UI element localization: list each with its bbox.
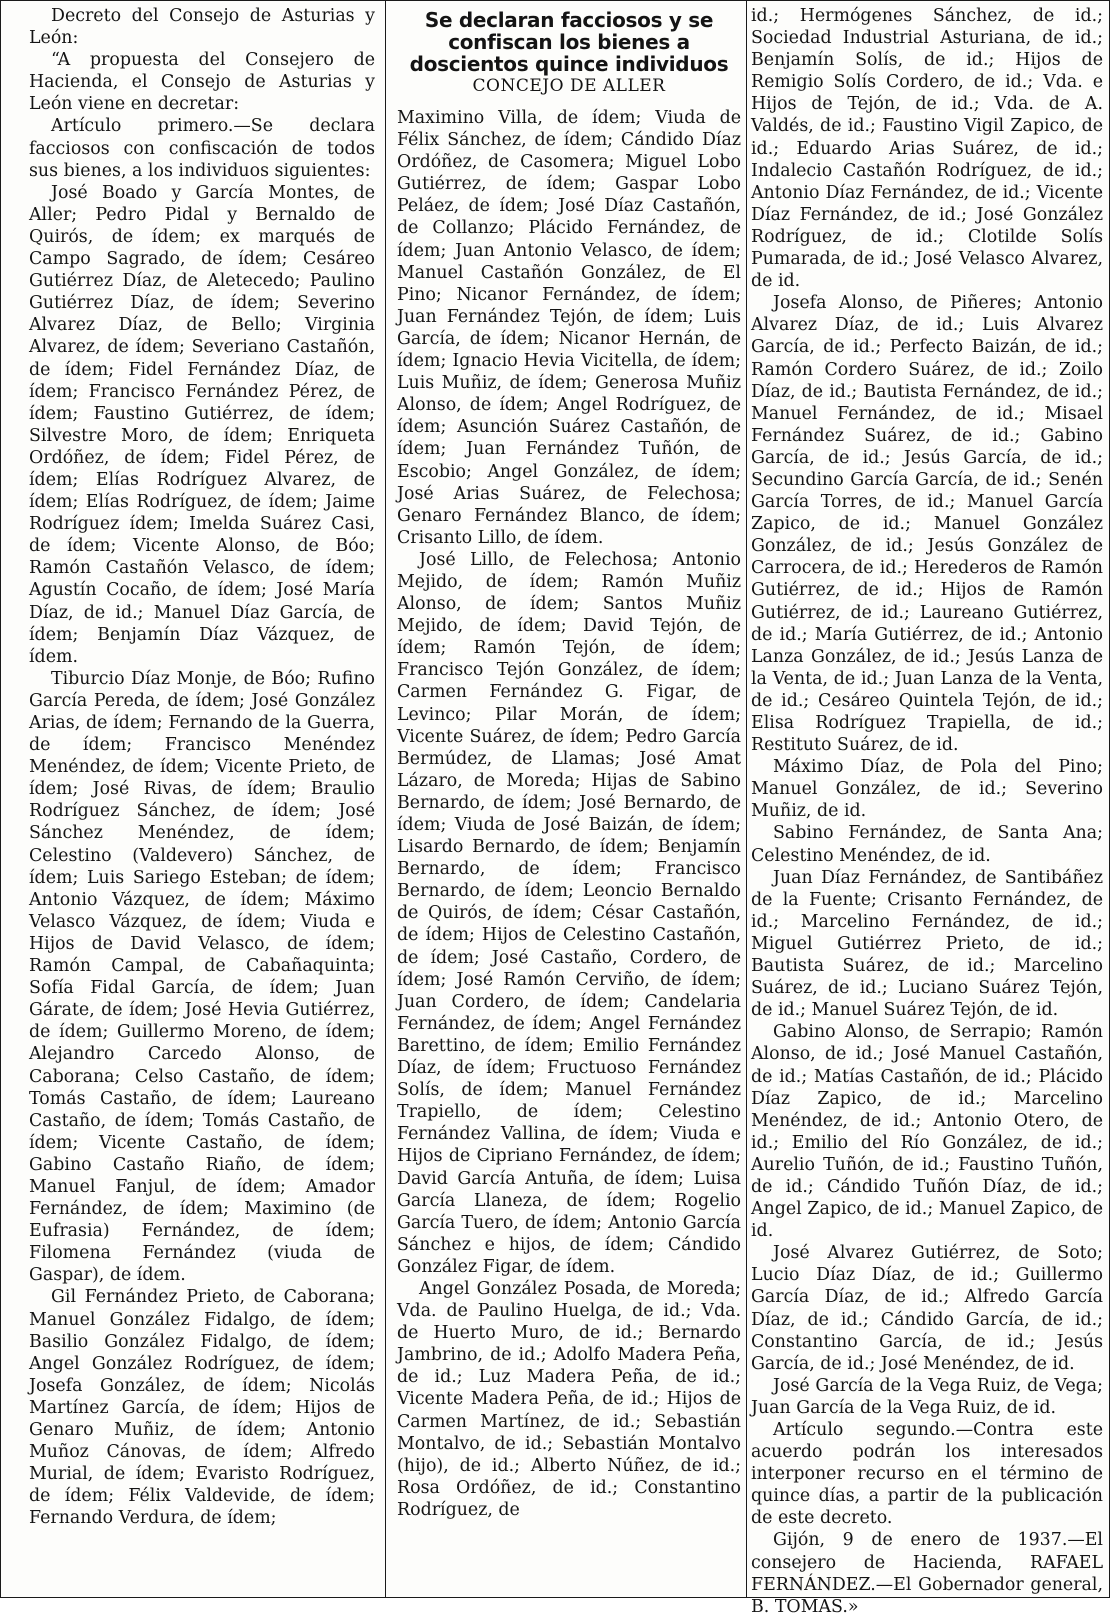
text-column-1	[29, 5, 375, 1593]
column-body	[397, 107, 741, 1521]
article-paragraph: Juan Díaz Fernández, de Santibáñez de la Fuente; Crisanto Fernández, de id.; Marcelino Fernández, de id.; Miguel Gutiérrez Prieto, de id.; Bautista Suárez, de id.; Marcelino Suárez, de id.; Luciano Suárez Tejón, de id.; Manuel Suárez Tejón, de id.	[751, 867, 1103, 1021]
article-paragraph: José Boado y García Montes, de Aller; Pedro Pidal y Bernaldo de Quirós, de ídem; ex marqués de Campo Sagrado, de ídem; Cesáreo Gutiérrez Díaz, de Aletecedo; Paulino Gutiérrez Díaz, de ídem; Severino Alvarez Díaz, de Bello; Virginia Alvarez, de ídem; Severiano Castañón, de ídem; Fidel Fernández Díaz, de ídem; Francisco Fernández Pérez, de ídem; Faustino Gutiérrez, de ídem; Silvestre Moro, de ídem; Enriqueta Ordóñez, de ídem; Fidel Pérez, de ídem; Elías Rodríguez Alvarez, de ídem; Elías Rodríguez, de ídem; Jaime Rodríguez ídem; Imelda Suárez Casi, de ídem; Vicente Alonso, de Bóo; Ramón Castañón Velasco, de ídem; Agustín Cocaño, de ídem; José María Díaz, de id.; Manuel Díaz García, de ídem; Benjamín Díaz Vázquez, de ídem.	[29, 182, 375, 667]
article-paragraph: Tiburcio Díaz Monje, de Bóo; Rufino García Pereda, de ídem; José González Arias, de ídem; Fernando de la Guerra, de ídem; Francisco Menéndez Menéndez, de ídem; Vicente Prieto, de ídem; José Rivas, de ídem; Braulio Rodríguez Sánchez, de ídem; José Sánchez Menéndez, de ídem; Celestino (Valdevero) Sánchez, de ídem; Luis Sariego Esteban; de ídem; Antonio Vázquez, de ídem; Máximo Velasco Vázquez, de ídem; Viuda e Hijos de David Velasco, de ídem; Ramón Campal, de Cabañaquinta; Sofía Fidal García, de ídem; Juan Gárate, de ídem; José Hevia Gutiérrez, de ídem; Guillermo Moreno, de ídem; Alejandro Carcedo Alonso, de Caborana; Celso Castaño, de ídem; Tomás Castaño, de ídem; Laureano Castaño, de ídem; Tomás Castaño, de ídem; Vicente Castaño, de ídem; Gabino Castaño Riaño, de ídem; Manuel Fanjul, de ídem; Amador Fernández, de ídem; Maximino (de Eufrasia) Fernández, de ídem; Filomena Fernández (viuda de Gaspar), de ídem.	[29, 668, 375, 1286]
article-subhead: CONCEJO DE ALLER	[472, 76, 666, 96]
article-paragraph: Gil Fernández Prieto, de Caborana; Manuel González Fidalgo, de ídem; Basilio González Fidalgo, de ídem; Angel González Rodríguez, de ídem; Josefa González, de ídem; Nicolás Martínez García, de ídem; Hijos de Genaro Muñiz, de ídem; Antonio Muñoz Cánovas, de ídem; Alfredo Murial, de ídem; Evaristo Rodríguez, de ídem; Félix Valdevide, de ídem; Fernando Verdura, de ídem;	[29, 1287, 375, 1529]
text-column-3	[751, 5, 1103, 1617]
article-paragraph: José García de la Vega Ruiz, de Vega; Juan García de la Vega Ruiz, de id.	[751, 1375, 1103, 1418]
article-paragraph: Gijón, 9 de enero de 1937.—El consejero de Hacienda, RAFAEL FERNÁNDEZ.—El Gobernador general, B. TOMAS.»	[751, 1530, 1103, 1617]
article-paragraph: Maximino Villa, de ídem; Viuda de Félix Sánchez, de ídem; Cándido Díaz Ordóñez, de Casomera; Miguel Lobo Gutiérrez, de ídem; Gaspar Lobo Peláez, de ídem; José Díaz Castañón, de Collanzo; Plácido Fernández, de ídem; Juan Antonio Velasco, de ídem; Manuel Castañón González, de El Pino; Nicanor Fernández, de ídem; Juan Fernández Tejón, de ídem; Luis García, de ídem; Nicanor Hernán, de ídem; Ignacio Hevia Vicitella, de ídem; Luis Muñiz, de ídem; Generosa Muñiz Alonso, de ídem; Angel Rodríguez, de ídem; Asunción Suárez Castañón, de ídem; Juan Fernández Tuñón, de Escobio; Angel González, de ídem; José Arias Suárez, de Felechosa; Genaro Fernández Blanco, de ídem; Crisanto Lillo, de ídem.	[397, 108, 741, 548]
article-paragraph: Artículo primero.—Se declara facciosos con confiscación de todos sus bienes, a los individuos siguientes:	[29, 116, 375, 181]
article-paragraph: José Alvarez Gutiérrez, de Soto; Lucio Díaz Díaz, de id.; Guillermo García Díaz, de id.; Alfredo García Díaz, de id.; Cándido García, de id.; Constantino García, de id.; Jesús García, de id.; José Menéndez, de id.	[751, 1243, 1103, 1374]
article-paragraph: Sabino Fernández, de Santa Ana; Celestino Menéndez, de id.	[751, 823, 1103, 866]
article-paragraph: Angel González Posada, de Moreda; Vda. de Paulino Huelga, de id.; Vda. de Huerto Muro, de id.; Bernardo Jambrino, de id.; Adolfo Madera Peña, de id.; Luz Madera Peña, de id.; Vicente Madera Peña, de id.; Hijos de Carmen Martínez, de id.; Sebastián Montalvo, de id.; Sebastián Montalvo (hijo), de id.; Alberto Núñez, de id.; Rosa Ordóñez, de id.; Constantino Rodríguez, de	[397, 1278, 741, 1520]
article-paragraph: Decreto del Consejo de Asturias y León:	[29, 6, 375, 49]
article-paragraph: id.; Hermógenes Sánchez, de id.; Sociedad Industrial Asturiana, de id.; Benjamín Solís, de id.; Hijos de Remigio Solís Cordero, de id.; Vda. e Hijos de Tejón, de id.; Vda. de A. Valdés, de id.; Faustino Vigil Zapico, de id.; Eduardo Arias Suárez, de id.; Indalecio Castañón Rodríguez, de id.; Antonio Díaz Fernández, de id.; Vicente Díaz Fernández, de id.; José González Rodríguez, de id.; Clotilde Solís Pumarada, de id.; José Velasco Alvarez, de id.	[751, 6, 1103, 292]
article-paragraph: José Lillo, de Felechosa; Antonio Mejido, de ídem; Ramón Muñiz Alonso, de ídem; Santos Muñiz Mejido, de ídem; David Tejón, de ídem; Ramón Tejón, de ídem; Francisco Tejón González, de ídem; Carmen Fernández G. Figar, de Levinco; Pilar Morán, de ídem; Vicente Suárez, de ídem; Pedro García Bermúdez, de Llamas; José Amat Lázaro, de Moreda; Hijas de Sabino Bernardo, de ídem; José Bernardo, de ídem; Viuda de José Baizán, de ídem; Lisardo Bernardo, de ídem; Benjamín Bernardo, de ídem; Francisco Bernardo, de ídem; Leoncio Bernaldo de Quirós, de ídem; César Castañón, de ídem; Hijos de Celestino Castañón, de ídem; José Castaño, Cordero, de ídem; José Ramón Cerviño, de ídem; Juan Cordero, de ídem; Candelaria Fernández, de ídem; Angel Fernández Barettino, de ídem; Emilio Fernández Díaz, de ídem; Fructuoso Fernández Solís, de ídem; Manuel Fernández Trapiello, de ídem; Celestino Fernández Vallina, de ídem; Viuda e Hijos de Cipriano Fernández, de ídem; David García Antuña, de ídem; Luisa García Llaneza, de ídem; Rogelio García Tuero, de ídem; Antonio García Sánchez e hijos, de ídem; Cándido González Figar, de ídem.	[397, 549, 741, 1277]
article-header	[397, 9, 741, 97]
article-headline: Se declaran facciosos y se confiscan los bienes a doscientos quince individuos	[409, 8, 729, 76]
article-paragraph: Gabino Alonso, de Serrapio; Ramón Alonso, de id.; José Manuel Castañón, de id.; Matías Castañón, de id.; Plácido Díaz Zapico, de id.; Marcelino Menéndez, de id.; Antonio Otero, de id.; Emilio del Río González, de id.; Aurelio Tuñón, de id.; Faustino Tuñón, de id.; Cándido Tuñón Díaz, de id.; Angel Zapico, de id.; Manuel Zapico, de id.	[751, 1022, 1103, 1242]
column-divider	[385, 1, 386, 1597]
article-paragraph: Josefa Alonso, de Piñeres; Antonio Alvarez Díaz, de id.; Luis Alvarez García, de id.; Perfecto Baizán, de id.; Ramón Cordero Suárez, de id.; Zoilo Díaz, de id.; Bautista Fernández, de id.; Manuel Fernández, de id.; Misael Fernández Suárez, de id.; Gabino García, de id.; Jesús García, de id.; Secundino García García, de id.; Senén García Torres, de id.; Manuel García Zapico, de id.; Manuel González González, de id.; Jesús González de Carrocera, de id.; Herederos de Ramón Gutiérrez, de id.; Hijos de Ramón Gutiérrez, de id.; Laureano Gutiérrez, de id.; María Gutiérrez, de id.; Antonio Lanza González, de id.; Jesús Lanza de la Venta, de id.; Juan Lanza de la Venta, de id.; Cesáreo Quintela Tejón, de id.; Elisa Rodríguez Trapiella, de id.; Restituto Suárez, de id.	[751, 293, 1103, 756]
text-column-2	[397, 5, 741, 1593]
article-paragraph: Artículo segundo.—Contra este acuerdo podrán los interesados interponer recurso en el término de quince días, a partir de la publicación de este decreto.	[751, 1420, 1103, 1529]
article-paragraph: “A propuesta del Consejero de Hacienda, el Consejo de Asturias y León viene en decretar:	[29, 50, 375, 115]
article-paragraph: Máximo Díaz, de Pola del Pino; Manuel González, de id.; Severino Muñiz, de id.	[751, 757, 1103, 822]
column-divider	[746, 1, 747, 1597]
